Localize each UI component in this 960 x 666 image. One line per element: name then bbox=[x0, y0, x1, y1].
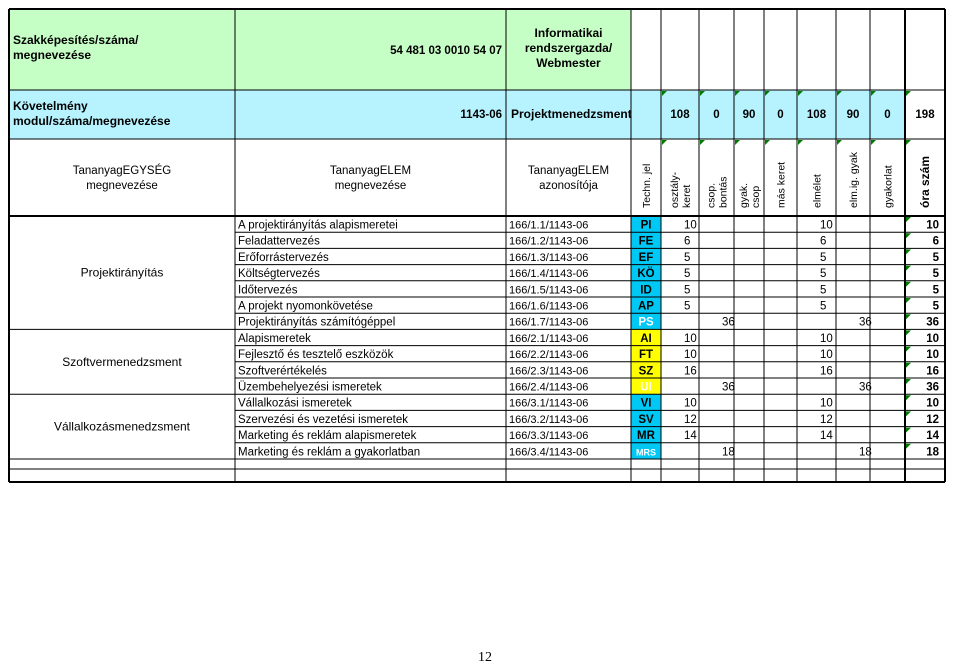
elem-id: 166/1.7/1143-06 bbox=[509, 316, 589, 329]
total-hours-value: 10 bbox=[926, 219, 939, 232]
total-value: 90 bbox=[846, 109, 860, 121]
elem-id: 166/2.3/1143-06 bbox=[509, 365, 589, 378]
hour-value: 10 bbox=[684, 397, 697, 410]
hour-value: 16 bbox=[684, 365, 697, 378]
techn-code: SZ bbox=[638, 365, 654, 378]
hour-value: 12 bbox=[820, 413, 833, 426]
total-hours-value: 10 bbox=[926, 397, 939, 410]
hour-value: 5 bbox=[684, 300, 691, 313]
total-hours-value: 16 bbox=[926, 365, 939, 378]
hour-value: 18 bbox=[859, 446, 872, 459]
cell-comment-mark bbox=[906, 347, 911, 352]
total-cell-bg bbox=[631, 90, 661, 139]
hour-value: 10 bbox=[820, 219, 833, 232]
hour-value: 36 bbox=[859, 316, 872, 329]
elem-name: Projektirányítás számítógéppel bbox=[238, 316, 396, 329]
elem-id: 166/3.4/1143-06 bbox=[509, 446, 589, 459]
techn-code: FE bbox=[638, 235, 654, 248]
total-hours-value: 6 bbox=[932, 235, 939, 248]
hour-value: 10 bbox=[820, 397, 833, 410]
hour-value: 6 bbox=[820, 235, 827, 248]
hour-value: 5 bbox=[820, 284, 827, 297]
hour-value: 10 bbox=[684, 349, 697, 362]
total-hours-value: 10 bbox=[926, 332, 939, 345]
cell-comment-mark bbox=[735, 140, 740, 145]
col-vertical-header: elm.ig. gyak bbox=[848, 151, 860, 208]
cell-comment-mark bbox=[906, 395, 911, 400]
techn-code: KÖ bbox=[637, 268, 655, 281]
hour-value: 36 bbox=[722, 381, 735, 394]
cell-comment-mark bbox=[906, 314, 911, 319]
cell-comment-mark bbox=[798, 140, 803, 145]
col-vertical-header: óra szám bbox=[918, 155, 932, 208]
techn-code: PI bbox=[640, 219, 652, 232]
total-hours-value: 10 bbox=[926, 349, 939, 362]
techn-code: FT bbox=[638, 349, 654, 362]
techn-code: PS bbox=[638, 316, 654, 329]
group-name: Szoftvermenedzsment bbox=[62, 354, 182, 369]
techn-code: MRS bbox=[636, 447, 656, 458]
cell-comment-mark bbox=[906, 411, 911, 416]
techn-code: SV bbox=[638, 413, 654, 426]
page-number: 12 bbox=[478, 650, 492, 665]
hour-value: 18 bbox=[722, 446, 735, 459]
techn-code: UI bbox=[640, 381, 652, 394]
hour-value: 14 bbox=[684, 430, 697, 443]
cell-comment-mark bbox=[906, 298, 911, 303]
elem-id: 166/3.1/1143-06 bbox=[509, 397, 589, 410]
techn-code: AI bbox=[640, 332, 652, 345]
col-vertical-header: gyak.csop bbox=[738, 182, 762, 208]
hour-value: 16 bbox=[820, 365, 833, 378]
modul-code: 1143-06 bbox=[460, 109, 502, 121]
col-egyseg-header: TananyagEGYSÉG megnevezése bbox=[72, 165, 172, 192]
elem-name: A projektirányítás alapismeretei bbox=[238, 219, 398, 232]
total-hours-value: 5 bbox=[932, 300, 939, 313]
elem-name: A projekt nyomonkövetése bbox=[238, 300, 373, 313]
elem-name: Feladattervezés bbox=[238, 235, 320, 248]
total-value: 0 bbox=[884, 109, 891, 121]
techn-code: VI bbox=[640, 397, 652, 410]
elem-id: 166/3.2/1143-06 bbox=[509, 413, 589, 426]
cell-comment-mark bbox=[871, 140, 876, 145]
total-hours-value: 5 bbox=[932, 268, 939, 281]
elem-id: 166/1.2/1143-06 bbox=[509, 235, 589, 248]
elem-name: Időtervezés bbox=[238, 284, 298, 297]
techn-code: AP bbox=[638, 300, 654, 313]
elem-id: 166/3.3/1143-06 bbox=[509, 430, 589, 443]
total-hours-value: 14 bbox=[926, 430, 939, 443]
total-hours-value: 36 bbox=[926, 381, 939, 394]
group-name: Projektirányítás bbox=[80, 265, 164, 280]
techn-code: MR bbox=[637, 430, 655, 443]
cell-comment-mark bbox=[906, 140, 911, 145]
total-hours-value: 18 bbox=[926, 446, 939, 459]
elem-name: Szervezési és vezetési ismeretek bbox=[238, 413, 409, 426]
techn-code: EF bbox=[638, 251, 654, 264]
elem-name: Vállalkozási ismeretek bbox=[238, 397, 352, 410]
hour-value: 5 bbox=[684, 284, 691, 297]
modul-title: Projektmenedzsment bbox=[511, 107, 632, 121]
total-value: 108 bbox=[806, 109, 827, 121]
szak-title: Informatikai rendszergazda/ Webmester bbox=[524, 26, 613, 70]
elem-id: 166/1.4/1143-06 bbox=[509, 268, 589, 281]
elem-id: 166/1.1/1143-06 bbox=[509, 219, 589, 232]
total-value: 198 bbox=[915, 109, 935, 121]
col-vertical-header: elmélet bbox=[811, 174, 824, 208]
elem-name: Üzembehelyezési ismeretek bbox=[238, 381, 382, 394]
total-hours-value: 5 bbox=[932, 284, 939, 297]
hour-value: 10 bbox=[820, 349, 833, 362]
cell-comment-mark bbox=[906, 444, 911, 449]
elem-id: 166/1.6/1143-06 bbox=[509, 300, 589, 313]
hour-value: 5 bbox=[820, 268, 827, 281]
col-vertical-header: gyakorlat bbox=[882, 165, 895, 208]
cell-comment-mark bbox=[906, 428, 911, 433]
szak-label: Szakképesítés/száma/ megnevezése bbox=[13, 33, 139, 62]
group-name: Vállalkozásmenedzsment bbox=[53, 419, 191, 434]
cell-comment-mark bbox=[906, 233, 911, 238]
total-value: 108 bbox=[670, 109, 690, 121]
cell-comment-mark bbox=[837, 140, 842, 145]
total-value: 0 bbox=[777, 109, 784, 121]
elem-name: Költségtervezés bbox=[238, 268, 320, 281]
hour-value: 5 bbox=[684, 251, 691, 264]
cell-comment-mark bbox=[906, 249, 911, 254]
szak-number: 54 481 03 0010 54 07 bbox=[390, 45, 502, 57]
col-vertical-header: Techn. jel bbox=[641, 163, 653, 208]
cell-comment-mark bbox=[906, 330, 911, 335]
cell-comment-mark bbox=[906, 379, 911, 384]
elem-id: 166/2.2/1143-06 bbox=[509, 349, 589, 362]
total-value: 90 bbox=[742, 109, 756, 121]
total-value: 0 bbox=[713, 109, 720, 121]
elem-name: Marketing és reklám a gyakorlatban bbox=[238, 446, 421, 459]
techn-code: ID bbox=[640, 284, 652, 297]
elem-id: 166/2.1/1143-06 bbox=[509, 332, 589, 345]
total-hours-value: 5 bbox=[932, 251, 939, 264]
cell-comment-mark bbox=[906, 266, 911, 271]
hour-value: 5 bbox=[820, 251, 827, 264]
modul-label: Követelmény modul/száma/megnevezése bbox=[13, 99, 171, 128]
cell-comment-mark bbox=[906, 217, 911, 222]
elem-name: Erőforrástervezés bbox=[238, 251, 329, 264]
elem-name: Szoftverértékelés bbox=[238, 365, 327, 378]
cell-comment-mark bbox=[765, 140, 770, 145]
col-azon-header: TananyagELEM azonosítója bbox=[527, 165, 610, 192]
hour-value: 6 bbox=[684, 235, 691, 248]
hour-value: 36 bbox=[722, 316, 735, 329]
hour-value: 10 bbox=[684, 332, 697, 345]
col-vertical-header: csop.bontás bbox=[705, 176, 730, 208]
elem-id: 166/2.4/1143-06 bbox=[509, 381, 589, 394]
cell-comment-mark bbox=[906, 282, 911, 287]
col-vertical-header: osztály-keret bbox=[669, 171, 693, 208]
col-elem-header: TananyagELEM megnevezése bbox=[329, 165, 412, 192]
elem-name: Alapismeretek bbox=[238, 332, 311, 345]
total-hours-value: 12 bbox=[926, 413, 939, 426]
hour-value: 5 bbox=[684, 268, 691, 281]
hour-value: 10 bbox=[820, 332, 833, 345]
hour-value: 10 bbox=[684, 219, 697, 232]
elem-id: 166/1.3/1143-06 bbox=[509, 251, 589, 264]
hour-value: 36 bbox=[859, 381, 872, 394]
cell-comment-mark bbox=[906, 363, 911, 368]
elem-name: Fejlesztő és tesztelő eszközök bbox=[238, 349, 394, 362]
cell-comment-mark bbox=[662, 140, 667, 145]
elem-id: 166/1.5/1143-06 bbox=[509, 284, 589, 297]
total-hours-value: 36 bbox=[926, 316, 939, 329]
hour-value: 12 bbox=[684, 413, 697, 426]
cell-comment-mark bbox=[700, 140, 705, 145]
col-vertical-header: más keret bbox=[775, 161, 788, 208]
elem-name: Marketing és reklám alapismeretek bbox=[238, 430, 417, 443]
hour-value: 14 bbox=[820, 430, 833, 443]
hour-value: 5 bbox=[820, 300, 827, 313]
